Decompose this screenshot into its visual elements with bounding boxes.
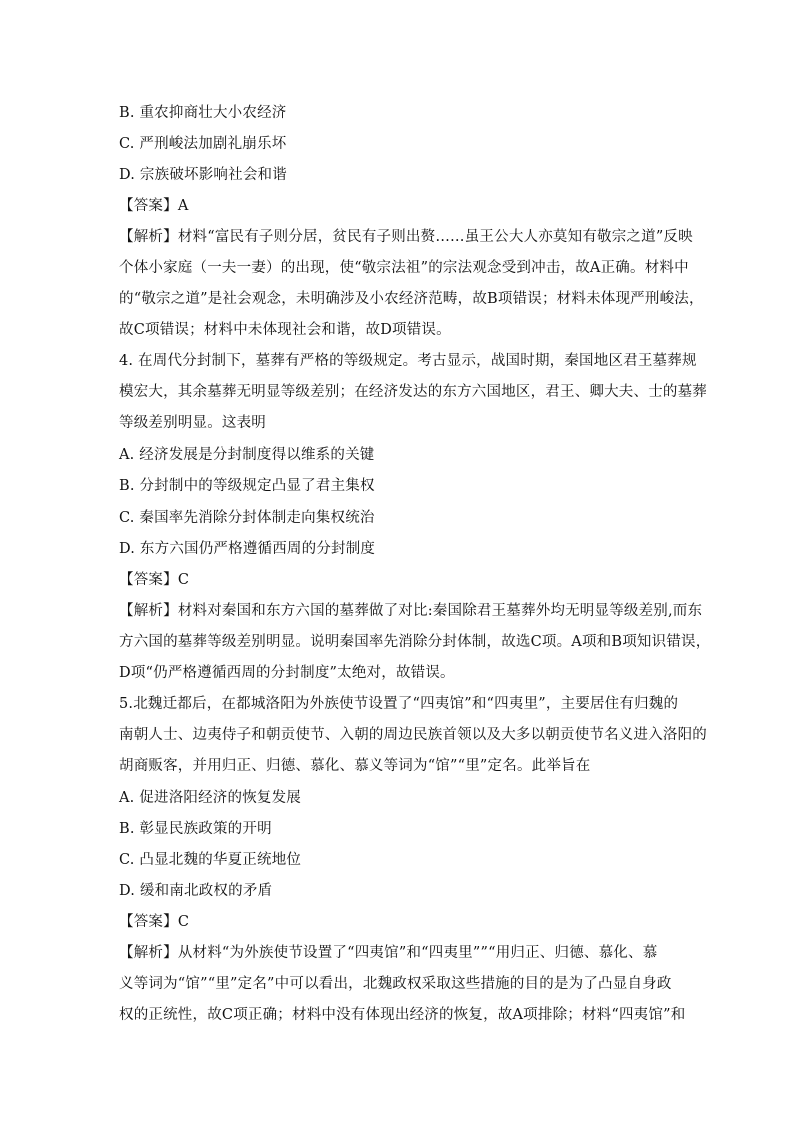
q4-analysis-line-2: 方六国的墓葬等级差别明显。说明秦国率先消除分封体制，故选C项。A项和B项知识错误， xyxy=(119,634,711,650)
q5-option-c: C. 凸显北魏的华夏正统地位 xyxy=(119,852,302,868)
q4-option-a: A. 经济发展是分封制度得以维系的关键 xyxy=(119,447,375,463)
q5-analysis-line-3: 权的正统性，故C项正确；材料中没有体现出经济的恢复，故A项排除；材料“四夷馆”和 xyxy=(119,1007,686,1023)
analysis-text: 材料“富民有子则分居，贫民有子则出赘……虽王公大人亦莫知有敬宗之道”反映 xyxy=(177,229,693,245)
analysis-text: 从材料“为外族使节设置了“四夷馆”和“四夷里””“用归正、归德、慕化、慕 xyxy=(177,945,658,961)
q5-option-d: D. 缓和南北政权的矛盾 xyxy=(119,883,273,899)
q3-analysis-line-3: 的“敬宗之道”是社会观念，未明确涉及小农经济范畴，故B项错误；材料未体现严刑峻法， xyxy=(119,291,704,307)
q4-stem-line-2: 模宏大，其余墓葬无明显等级差别；在经济发达的东方六国地区，君王、卿大夫、士的墓葬 xyxy=(119,384,707,400)
analysis-text: 材料对秦国和东方六国的墓葬做了对比:秦国除君王墓葬外均无明显等级差别,而东 xyxy=(177,603,703,619)
q4-stem-line-1: 4. 在周代分封制下，墓葬有严格的等级规定。考古显示，战国时期，秦国地区君王墓葬规 xyxy=(119,353,697,369)
analysis-label: 【解析】 xyxy=(119,229,178,245)
q3-option-c: C. 严刑峻法加剧礼崩乐坏 xyxy=(119,136,287,152)
q5-option-a: A. 促进洛阳经济的恢复发展 xyxy=(119,790,301,806)
analysis-label: 【解析】 xyxy=(119,945,178,961)
q5-stem-line-1: 5.北魏迁都后，在都城洛阳为外族使节设置了“四夷馆”和“四夷里”，主要居住有归魏的 xyxy=(119,696,679,712)
q5-stem-line-2: 南朝人士、边夷侍子和朝贡使节、入朝的周边民族首领以及大多以朝贡使节名义进入洛阳的 xyxy=(119,727,707,743)
answer-label: 【答案】 xyxy=(119,914,178,930)
answer-value: C xyxy=(177,914,190,930)
q5-analysis-line-1 xyxy=(119,944,657,962)
answer-label: 【答案】 xyxy=(119,572,178,588)
q4-answer xyxy=(119,571,189,589)
q4-option-b: B. 分封制中的等级规定凸显了君主集权 xyxy=(119,478,375,494)
q3-analysis-line-2: 个体小家庭（一夫一妻）的出现，使“敬宗法祖”的宗法观念受到冲击，故A正确。材料中 xyxy=(119,260,689,276)
q3-answer xyxy=(119,197,188,215)
q5-option-b: B. 彰显民族政策的开明 xyxy=(119,821,272,837)
q3-analysis-line-1 xyxy=(119,228,693,246)
analysis-label: 【解析】 xyxy=(119,603,178,619)
q4-analysis-line-3: D项“仍严格遵循西周的分封制度”太绝对，故错误。 xyxy=(119,665,455,681)
answer-label: 【答案】 xyxy=(119,198,178,214)
q3-option-d: D. 宗族破坏影响社会和谐 xyxy=(119,167,287,183)
q3-option-b: B. 重农抑商壮大小农经济 xyxy=(119,105,287,121)
q5-stem-line-3: 胡商贩客，并用归正、归德、慕化、慕义等词为“馆”“里”定名。此举旨在 xyxy=(119,758,591,774)
q4-option-d: D. 东方六国仍严格遵循西周的分封制度 xyxy=(119,541,376,557)
q3-analysis-line-4: 故C项错误；材料中未体现社会和谐，故D项错误。 xyxy=(119,322,451,338)
answer-value: A xyxy=(177,198,189,214)
answer-value: C xyxy=(177,572,190,588)
q4-stem-line-3: 等级差别明显。这表明 xyxy=(119,415,266,431)
q5-analysis-line-2: 义等词为“馆”“里”定名”中可以看出，北魏政权采取这些措施的目的是为了凸显自身政 xyxy=(119,976,672,992)
q4-option-c: C. 秦国率先消除分封体制走向集权统治 xyxy=(119,510,375,526)
q4-analysis-line-1 xyxy=(119,602,702,620)
q5-answer xyxy=(119,913,189,931)
